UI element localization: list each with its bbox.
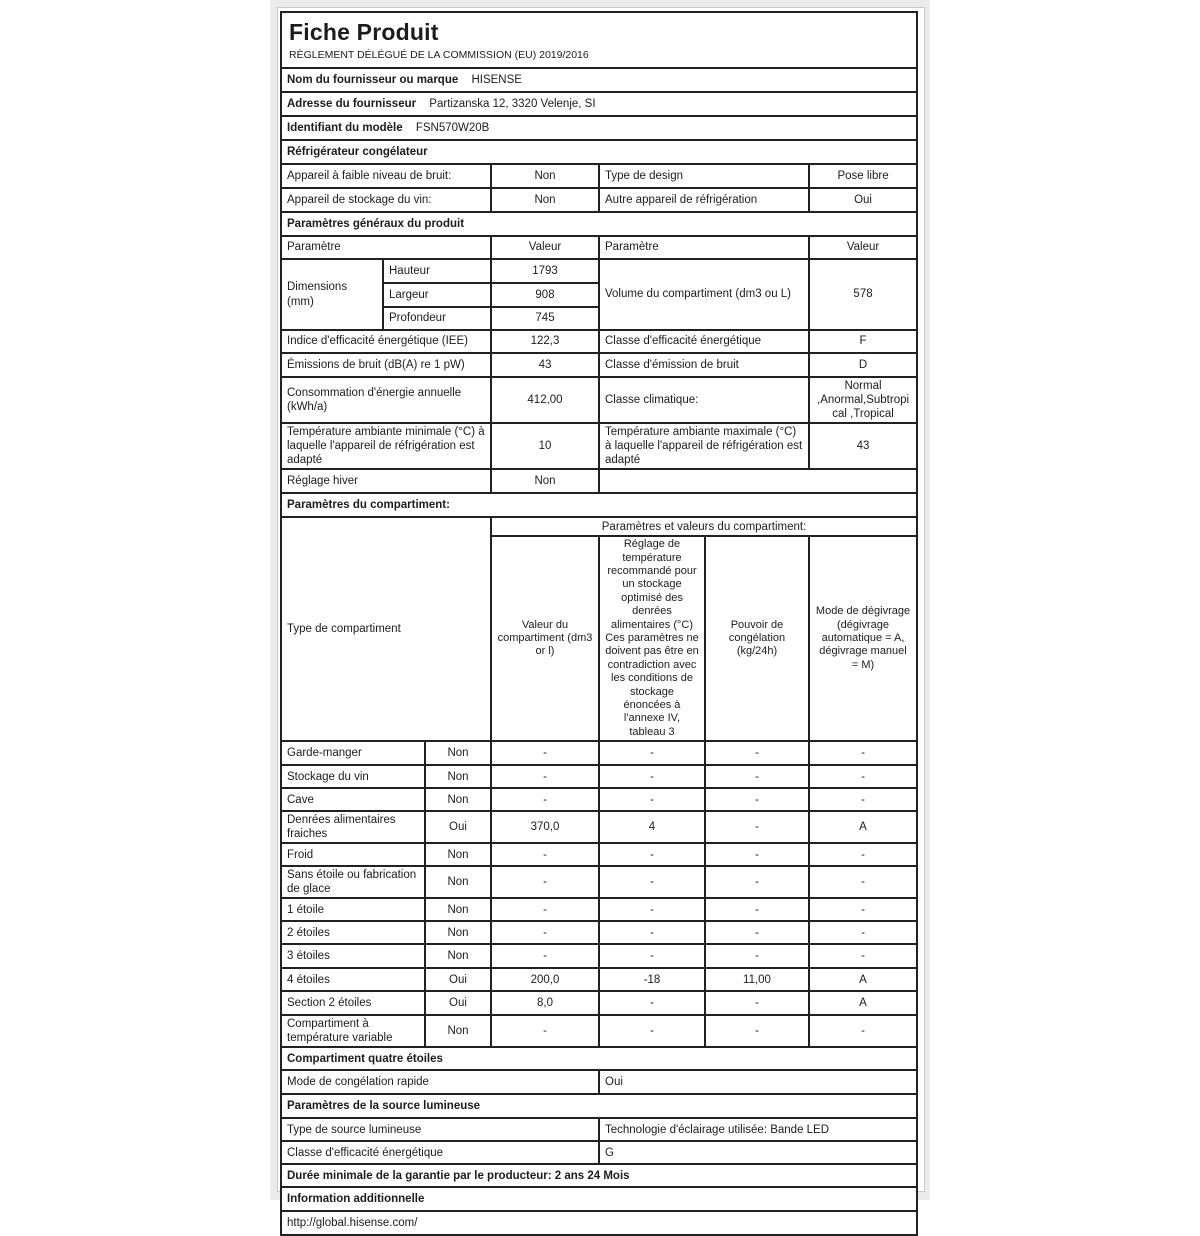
compartment-defrost: A [809, 811, 917, 843]
header-table [280, 11, 918, 141]
supplier-address-label: Adresse du fournisseur [287, 97, 417, 110]
table-row [281, 330, 917, 353]
additional-info-table [280, 1186, 918, 1236]
cell-label: Autre appareil de réfrigération [599, 188, 809, 212]
empty-cell [599, 469, 917, 493]
volume-label: Volume du compartiment (dm3 ou L) [599, 259, 809, 330]
section-header-row [281, 1094, 917, 1118]
cell-value: Non [491, 188, 599, 212]
compartment-defrost: - [809, 944, 917, 968]
cell-value: Oui [809, 188, 917, 212]
document-sheet [277, 7, 925, 1230]
compartment-row [281, 741, 917, 765]
compartment-freeze: - [705, 921, 809, 944]
compartment-present: Non [425, 921, 491, 944]
cell-value: Pose libre [809, 164, 917, 188]
section-header: Compartiment quatre étoiles [281, 1047, 917, 1070]
four-star-table [280, 1046, 918, 1095]
compartment-name: 2 étoiles [281, 921, 425, 944]
compartment-defrost: - [809, 921, 917, 944]
cell-value: 122,3 [491, 330, 599, 353]
cell-label: Classe d'émission de bruit [599, 353, 809, 377]
section-header: Paramètres du compartiment: [281, 493, 917, 517]
compartment-temp: - [599, 843, 705, 866]
warranty-text: Durée minimale de la garantie par le producteur: 2 ans 24 Mois [281, 1164, 917, 1187]
compartment-freeze: - [705, 741, 809, 765]
compartment-name: Stockage du vin [281, 765, 425, 788]
compartment-name: Froid [281, 843, 425, 866]
section-header-row [281, 140, 917, 164]
compartment-row [281, 866, 917, 898]
light-source-table [280, 1093, 918, 1165]
cell-label: Appareil à faible niveau de bruit: [281, 164, 491, 188]
section-header-row [281, 212, 917, 236]
compartment-name: 3 étoiles [281, 944, 425, 968]
compartment-temp: - [599, 991, 705, 1015]
compartment-row [281, 1015, 917, 1047]
cell-label: Appareil de stockage du vin: [281, 188, 491, 212]
compartment-volume: - [491, 898, 599, 921]
table-row [281, 1070, 917, 1094]
compartment-volume: - [491, 1015, 599, 1047]
cell-label: Indice d'efficacité énergétique (IEE) [281, 330, 491, 353]
compartment-present: Non [425, 741, 491, 765]
column-header: Paramètre [281, 236, 491, 259]
title-cell [281, 12, 917, 68]
cell-value: G [599, 1141, 917, 1164]
compartment-freeze: - [705, 811, 809, 843]
cell-value: 43 [491, 353, 599, 377]
supplier-name-label: Nom du fournisseur ou marque [287, 73, 459, 86]
compartment-defrost: - [809, 866, 917, 898]
section-header-row [281, 1187, 917, 1211]
compartment-freeze: - [705, 765, 809, 788]
compartment-row [281, 811, 917, 843]
supplier-name-row [281, 68, 917, 92]
cell-label: Type de design [599, 164, 809, 188]
compartment-freeze: - [705, 866, 809, 898]
compartment-volume: 200,0 [491, 968, 599, 991]
compartment-row [281, 944, 917, 968]
model-id-label: Identifiant du modèle [287, 121, 403, 134]
compartment-name: Section 2 étoiles [281, 991, 425, 1015]
cell-label: Température ambiante minimale (°C) à laquelle l'appareil de réfrigération est adapté [281, 423, 491, 469]
table-row [281, 1118, 917, 1141]
cell-value: 745 [491, 307, 599, 330]
group-header: Paramètres et valeurs du compartiment: [491, 517, 917, 536]
cell-value: 412,00 [491, 377, 599, 423]
model-id-row [281, 116, 917, 140]
column-header-freezing-capacity: Pouvoir de congélation (kg/24h) [705, 536, 809, 741]
supplier-name-cell [281, 68, 917, 92]
section-header: Paramètres de la source lumineuse [281, 1094, 917, 1118]
compartment-row [281, 788, 917, 811]
volume-value: 578 [809, 259, 917, 330]
category-table [280, 139, 918, 213]
cell-value: Technologie d'éclairage utilisée: Bande LED [599, 1118, 917, 1141]
column-header-row [281, 236, 917, 259]
page-title: Fiche Produit [289, 19, 439, 46]
general-parameters-table [280, 211, 918, 494]
type-column-header: Type de compartiment [281, 517, 491, 741]
compartment-volume: - [491, 765, 599, 788]
page-subtitle: RÈGLEMENT DÉLÉGUÉ DE LA COMMISSION (EU) 2019/2016 [289, 49, 589, 62]
cell-value: Normal ,Anormal,Subtropical ,Tropical [809, 377, 917, 423]
cell-value: F [809, 330, 917, 353]
compartment-row [281, 765, 917, 788]
cell-value: 43 [809, 423, 917, 469]
cell-label: Profondeur [383, 307, 491, 330]
table-row [281, 188, 917, 212]
compartment-row [281, 991, 917, 1015]
column-header-defrost-mode: Mode de dégivrage (dégivrage automatique = A, dégivrage manuel = M) [809, 536, 917, 741]
compartment-defrost: A [809, 991, 917, 1015]
compartment-present: Non [425, 866, 491, 898]
compartment-present: Oui [425, 968, 491, 991]
compartment-present: Non [425, 944, 491, 968]
section-header-row [281, 493, 917, 517]
compartment-name: Cave [281, 788, 425, 811]
compartment-defrost: - [809, 1015, 917, 1047]
compartment-defrost: - [809, 843, 917, 866]
compartment-volume: - [491, 866, 599, 898]
section-header: Réfrigérateur congélateur [281, 140, 917, 164]
compartment-defrost: - [809, 741, 917, 765]
table-row [281, 259, 917, 283]
compartment-name: Sans étoile ou fabrication de glace [281, 866, 425, 898]
cell-value: 10 [491, 423, 599, 469]
section-header: Paramètres généraux du produit [281, 212, 917, 236]
compartment-freeze: - [705, 843, 809, 866]
cell-label: Émissions de bruit (dB(A) re 1 pW) [281, 353, 491, 377]
table-row [281, 423, 917, 469]
compartment-volume: 370,0 [491, 811, 599, 843]
table-row [281, 353, 917, 377]
column-header-temperature: Réglage de température recommandé pour un stockage optimisé des denrées alimentaires (°C) Ces paramètres ne doivent pas être en contradiction avec les conditions de stockage énoncées à l'annexe IV, tableau 3 [599, 536, 705, 741]
cell-value: Non [491, 164, 599, 188]
compartment-temp: - [599, 898, 705, 921]
column-header: Valeur [809, 236, 917, 259]
compartment-freeze: - [705, 788, 809, 811]
warranty-table [280, 1163, 918, 1188]
column-header: Paramètre [599, 236, 809, 259]
compartment-volume: 8,0 [491, 991, 599, 1015]
compartment-name: 1 étoile [281, 898, 425, 921]
compartment-volume: - [491, 843, 599, 866]
cell-label: Largeur [383, 283, 491, 307]
compartment-present: Non [425, 898, 491, 921]
supplier-address-value: Partizanska 12, 3320 Velenje, SI [429, 97, 596, 110]
cell-value: Non [491, 469, 599, 493]
supplier-address-row [281, 92, 917, 116]
cell-label: Température ambiante maximale (°C) à laquelle l'appareil de réfrigération est adapté [599, 423, 809, 469]
compartment-temp: - [599, 921, 705, 944]
compartment-row [281, 843, 917, 866]
model-id-value: FSN570W20B [415, 121, 490, 134]
group-header-row [281, 517, 917, 536]
table-row [281, 1141, 917, 1164]
table-row [281, 377, 917, 423]
compartment-defrost: - [809, 898, 917, 921]
compartment-name: Denrées alimentaires fraiches [281, 811, 425, 843]
compartment-present: Non [425, 788, 491, 811]
title-row [281, 12, 917, 68]
cell-value: D [809, 353, 917, 377]
cell-label: Consommation d'énergie annuelle (kWh/a) [281, 377, 491, 423]
cell-label: Type de source lumineuse [281, 1118, 599, 1141]
compartment-temp: 4 [599, 811, 705, 843]
dimensions-label: Dimensions (mm) [281, 259, 383, 330]
compartment-temp: - [599, 866, 705, 898]
model-id-cell [281, 116, 917, 140]
scanned-image-area [270, 0, 930, 1230]
warranty-row [281, 1164, 917, 1187]
cell-value: 1793 [491, 259, 599, 283]
compartment-freeze: 11,00 [705, 968, 809, 991]
compartment-freeze: - [705, 944, 809, 968]
compartment-temp: - [599, 741, 705, 765]
cell-value: 908 [491, 283, 599, 307]
section-header-row [281, 1047, 917, 1070]
compartment-defrost: A [809, 968, 917, 991]
compartment-volume: - [491, 741, 599, 765]
compartment-present: Non [425, 765, 491, 788]
compartment-volume: - [491, 921, 599, 944]
compartment-defrost: - [809, 765, 917, 788]
compartment-row [281, 968, 917, 991]
column-header-volume: Valeur du compartiment (dm3 or l) [491, 536, 599, 741]
compartment-temp: - [599, 765, 705, 788]
compartment-name: Compartiment à température variable [281, 1015, 425, 1047]
cell-label: Classe d'efficacité énergétique [599, 330, 809, 353]
compartment-temp: - [599, 944, 705, 968]
cell-value: Oui [599, 1070, 917, 1094]
compartment-present: Oui [425, 991, 491, 1015]
column-header: Valeur [491, 236, 599, 259]
table-row [281, 469, 917, 493]
compartment-temp: -18 [599, 968, 705, 991]
section-header: Information additionnelle [281, 1187, 917, 1211]
compartment-freeze: - [705, 1015, 809, 1047]
compartment-temp: - [599, 1015, 705, 1047]
compartment-present: Oui [425, 811, 491, 843]
product-fiche [280, 11, 916, 1236]
compartments-table [280, 492, 918, 1048]
manufacturer-url: http://global.hisense.com/ [281, 1211, 917, 1235]
compartment-volume: - [491, 944, 599, 968]
url-row [281, 1211, 917, 1235]
supplier-name-value: HISENSE [471, 73, 522, 86]
compartment-name: Garde-manger [281, 741, 425, 765]
compartment-freeze: - [705, 898, 809, 921]
cell-label: Hauteur [383, 259, 491, 283]
cell-label: Mode de congélation rapide [281, 1070, 599, 1094]
compartment-row [281, 898, 917, 921]
compartment-row [281, 921, 917, 944]
cell-label: Classe d'efficacité énergétique [281, 1141, 599, 1164]
compartment-temp: - [599, 788, 705, 811]
table-row [281, 164, 917, 188]
compartment-defrost: - [809, 788, 917, 811]
compartment-volume: - [491, 788, 599, 811]
compartment-present: Non [425, 1015, 491, 1047]
compartment-freeze: - [705, 991, 809, 1015]
compartment-present: Non [425, 843, 491, 866]
cell-label: Réglage hiver [281, 469, 491, 493]
cell-label: Classe climatique: [599, 377, 809, 423]
compartment-name: 4 étoiles [281, 968, 425, 991]
supplier-address-cell [281, 92, 917, 116]
